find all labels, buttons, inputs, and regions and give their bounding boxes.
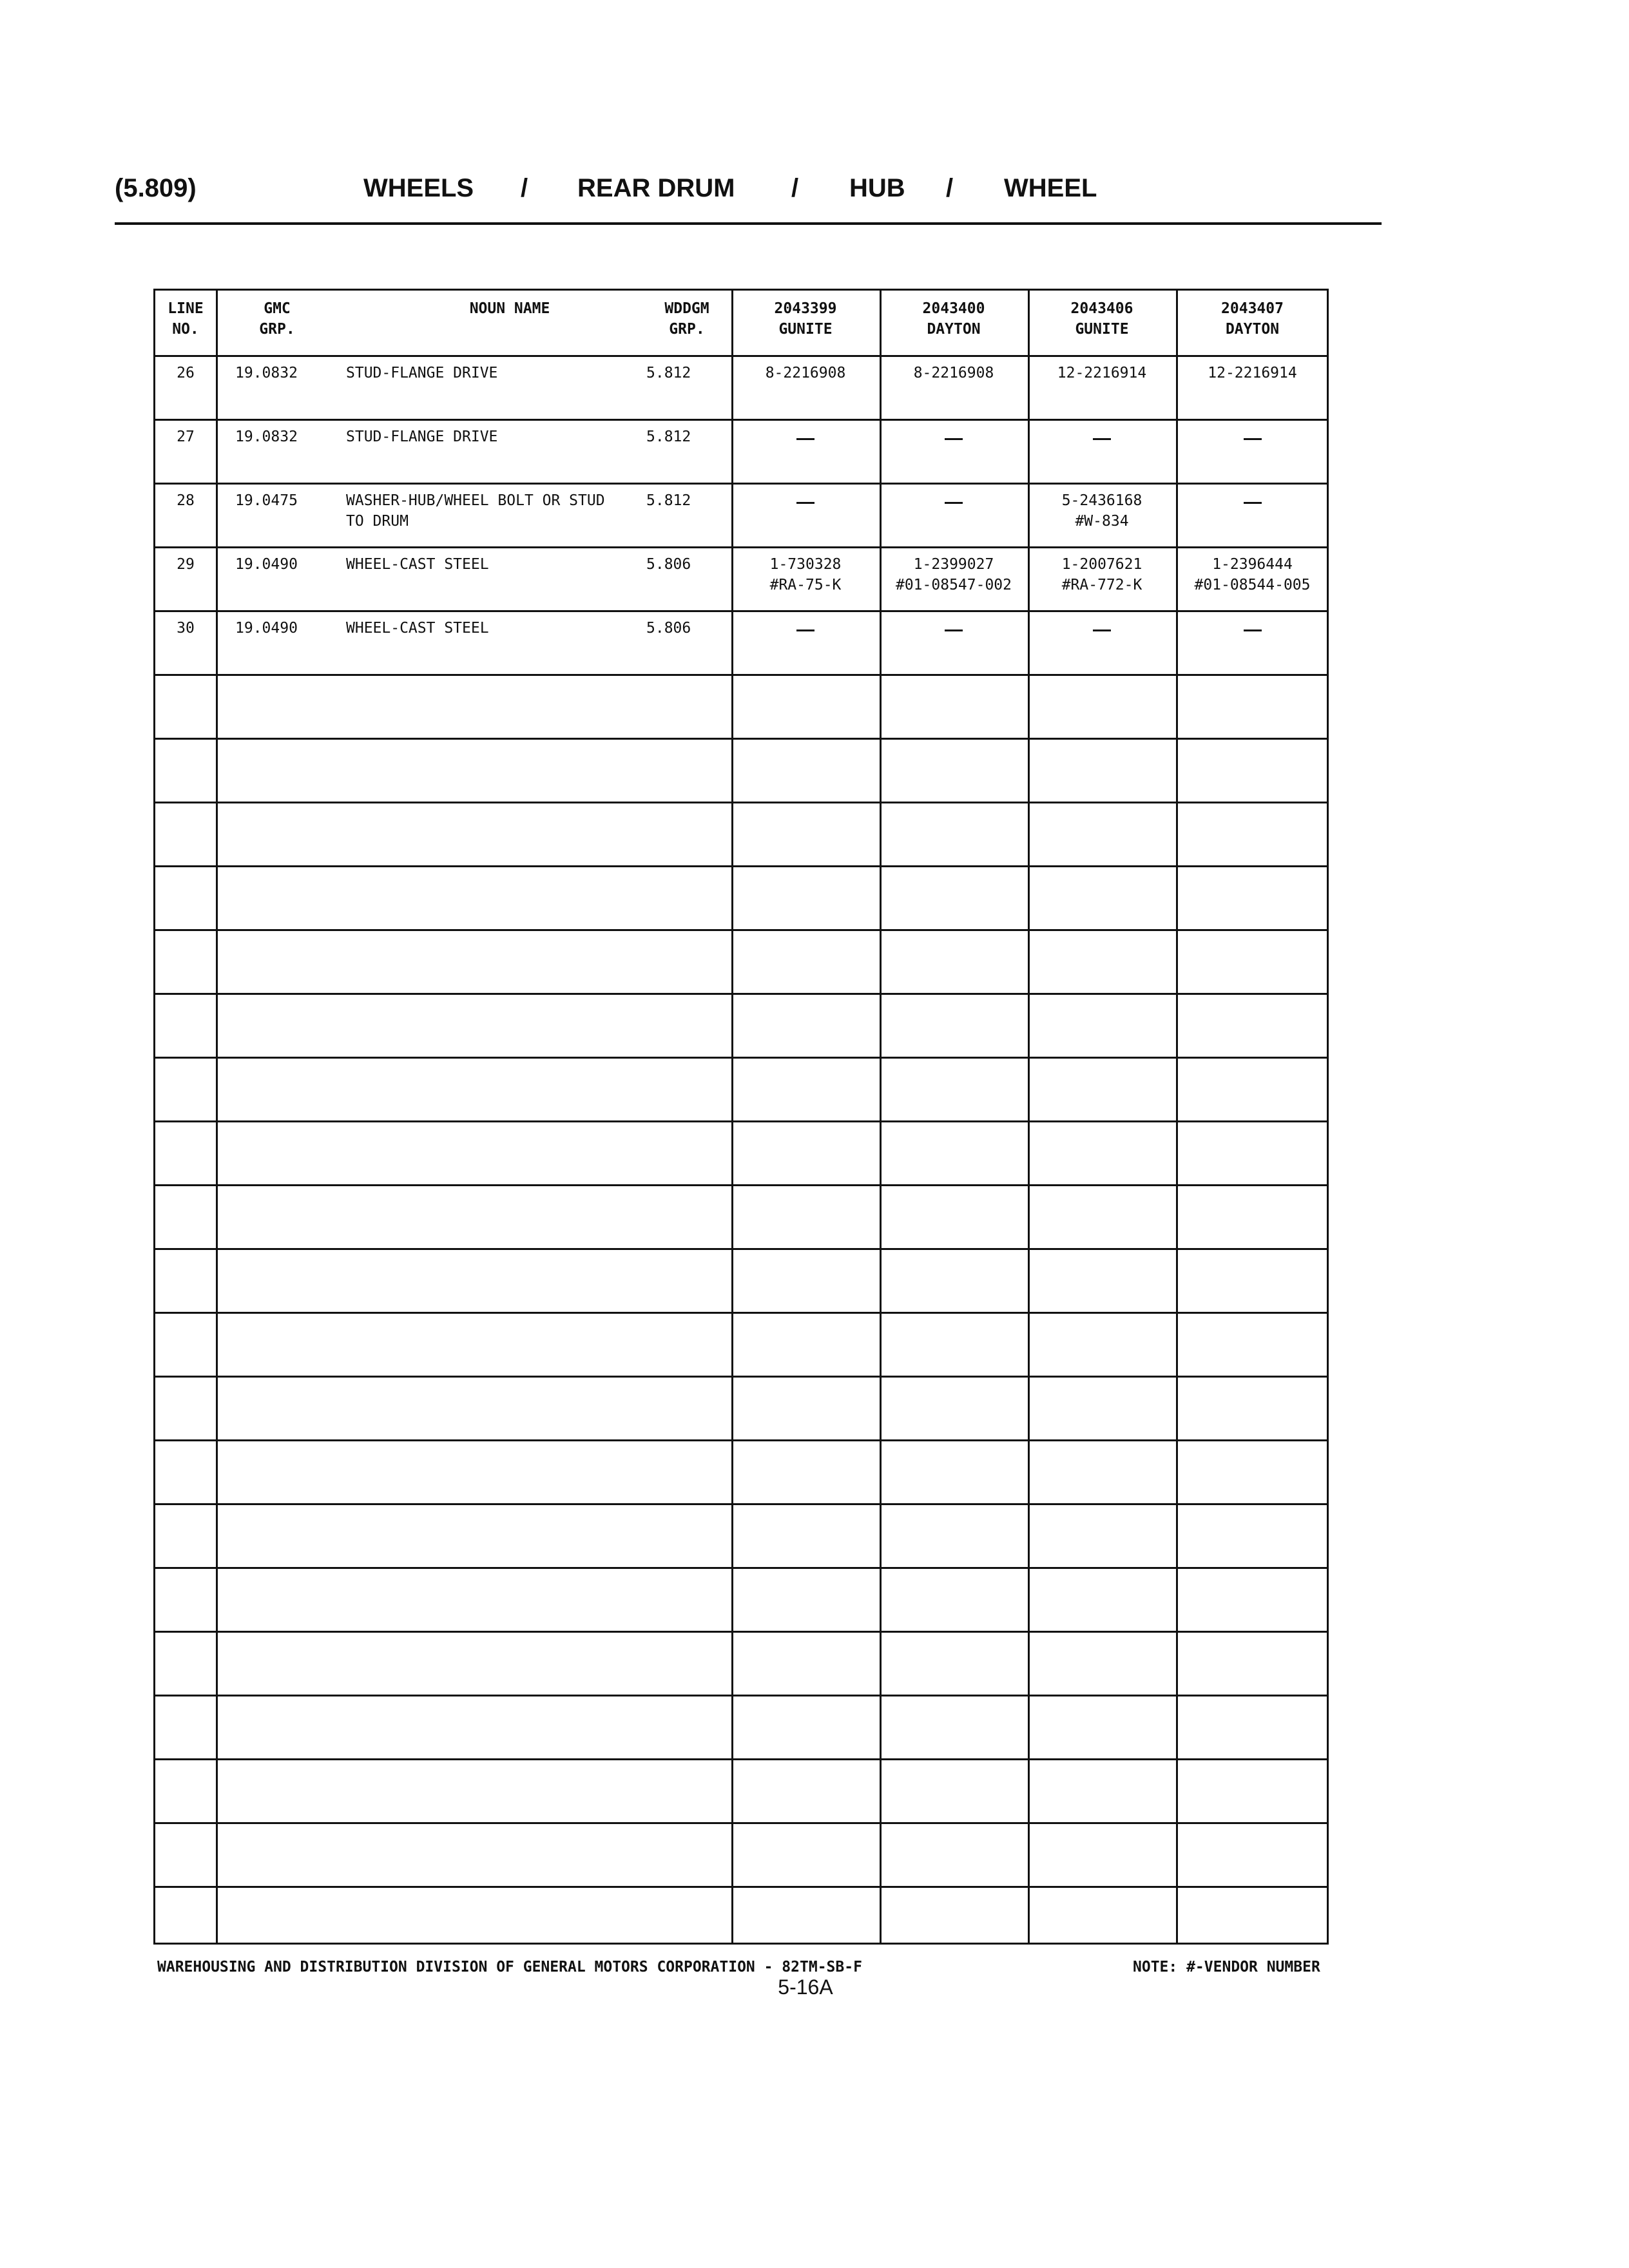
- row-rule: [155, 1120, 1327, 1122]
- footer-division: WAREHOUSING AND DISTRIBUTION DIVISION OF GENERAL MOTORS CORPORATION - 82TM-SB-F: [157, 1959, 862, 1975]
- header-model-2: 2043400 DAYTON: [922, 300, 985, 338]
- row-rule: [155, 355, 1327, 357]
- gmc-group: 19.0490: [235, 620, 298, 637]
- row-rule: [155, 1631, 1327, 1633]
- part-number-none: [945, 438, 963, 440]
- header-line-no: LINE NO.: [168, 300, 204, 338]
- row-rule: [155, 1376, 1327, 1378]
- gmc-group: 19.0475: [235, 492, 298, 509]
- row-rule: [155, 1439, 1327, 1441]
- part-number-none: [1244, 629, 1262, 631]
- noun-name: STUD-FLANGE DRIVE: [346, 365, 498, 381]
- line-number: 28: [177, 492, 195, 509]
- header-model-4: 2043407 DAYTON: [1221, 300, 1284, 338]
- header-gmc-grp: GMC GRP.: [259, 300, 295, 338]
- row-rule: [155, 738, 1327, 740]
- header-wddgm-grp: WDDGM GRP.: [664, 300, 709, 338]
- header-model-1: 2043399 GUNITE: [774, 300, 837, 338]
- part-number-none: [796, 438, 815, 440]
- line-number: 29: [177, 556, 195, 573]
- section-number: (5.809): [115, 174, 197, 202]
- gmc-group: 19.0832: [235, 428, 298, 445]
- row-rule: [155, 1758, 1327, 1760]
- noun-name: WHEEL-CAST STEEL: [346, 556, 489, 573]
- row-rule: [155, 419, 1327, 421]
- part-number-none: [945, 629, 963, 631]
- row-rule: [155, 1503, 1327, 1505]
- row-rule: [155, 1312, 1327, 1314]
- row-rule: [155, 1248, 1327, 1250]
- part-number: 1-730328 #RA-75-K: [769, 556, 842, 593]
- wddgm-group: 5.812: [646, 428, 691, 445]
- header-noun-name: NOUN NAME: [469, 300, 550, 317]
- part-number: 1-2399027 #01-08547-002: [895, 556, 1012, 593]
- noun-name: WHEEL-CAST STEEL: [346, 620, 489, 637]
- part-number-none: [796, 502, 815, 504]
- noun-name: WASHER-HUB/WHEEL BOLT OR STUD TO DRUM: [346, 492, 605, 530]
- part-number-none: [1244, 438, 1262, 440]
- title-hub: HUB: [849, 174, 905, 202]
- gmc-group: 19.0832: [235, 365, 298, 381]
- title-wheel: WHEEL: [1004, 174, 1097, 202]
- part-number: 1-2007621 #RA-772-K: [1061, 556, 1142, 593]
- noun-name: STUD-FLANGE DRIVE: [346, 428, 498, 445]
- row-rule: [155, 1567, 1327, 1569]
- page-header: [115, 174, 1378, 226]
- title-wheels: WHEELS: [363, 174, 474, 202]
- part-number: 12-2216914: [1208, 365, 1297, 381]
- part-number-none: [796, 629, 815, 631]
- line-number: 30: [177, 620, 195, 637]
- title-rear-drum: REAR DRUM: [577, 174, 735, 202]
- header-model-3: 2043406 GUNITE: [1070, 300, 1133, 338]
- row-rule: [155, 929, 1327, 931]
- row-rule: [155, 993, 1327, 995]
- row-rule: [155, 1695, 1327, 1696]
- wddgm-group: 5.812: [646, 365, 691, 381]
- part-number-none: [1093, 629, 1111, 631]
- part-number-none: [1093, 438, 1111, 440]
- part-number: 8-2216908: [913, 365, 994, 381]
- row-rule: [155, 1057, 1327, 1059]
- row-rule: [155, 610, 1327, 612]
- row-rule: [155, 802, 1327, 803]
- part-number: 5-2436168 #W-834: [1061, 492, 1142, 530]
- footer-note: NOTE: #-VENDOR NUMBER: [1133, 1959, 1320, 1975]
- header-rule: [115, 222, 1382, 225]
- part-number: 8-2216908: [765, 365, 846, 381]
- wddgm-group: 5.806: [646, 620, 691, 637]
- title-slash: /: [946, 174, 954, 202]
- title-slash: /: [791, 174, 799, 202]
- line-number: 26: [177, 365, 195, 381]
- gmc-group: 19.0490: [235, 556, 298, 573]
- title-slash: /: [521, 174, 528, 202]
- parts-table: [153, 289, 1329, 1945]
- part-number: 1-2396444 #01-08544-005: [1194, 556, 1311, 593]
- row-rule: [155, 865, 1327, 867]
- row-rule: [155, 1886, 1327, 1888]
- part-number-none: [945, 502, 963, 504]
- row-rule: [155, 1822, 1327, 1824]
- row-rule: [155, 483, 1327, 485]
- part-number-none: [1244, 502, 1262, 504]
- part-number: 12-2216914: [1057, 365, 1147, 381]
- row-rule: [155, 1184, 1327, 1186]
- wddgm-group: 5.812: [646, 492, 691, 509]
- row-rule: [155, 546, 1327, 548]
- line-number: 27: [177, 428, 195, 445]
- row-rule: [155, 674, 1327, 676]
- wddgm-group: 5.806: [646, 556, 691, 573]
